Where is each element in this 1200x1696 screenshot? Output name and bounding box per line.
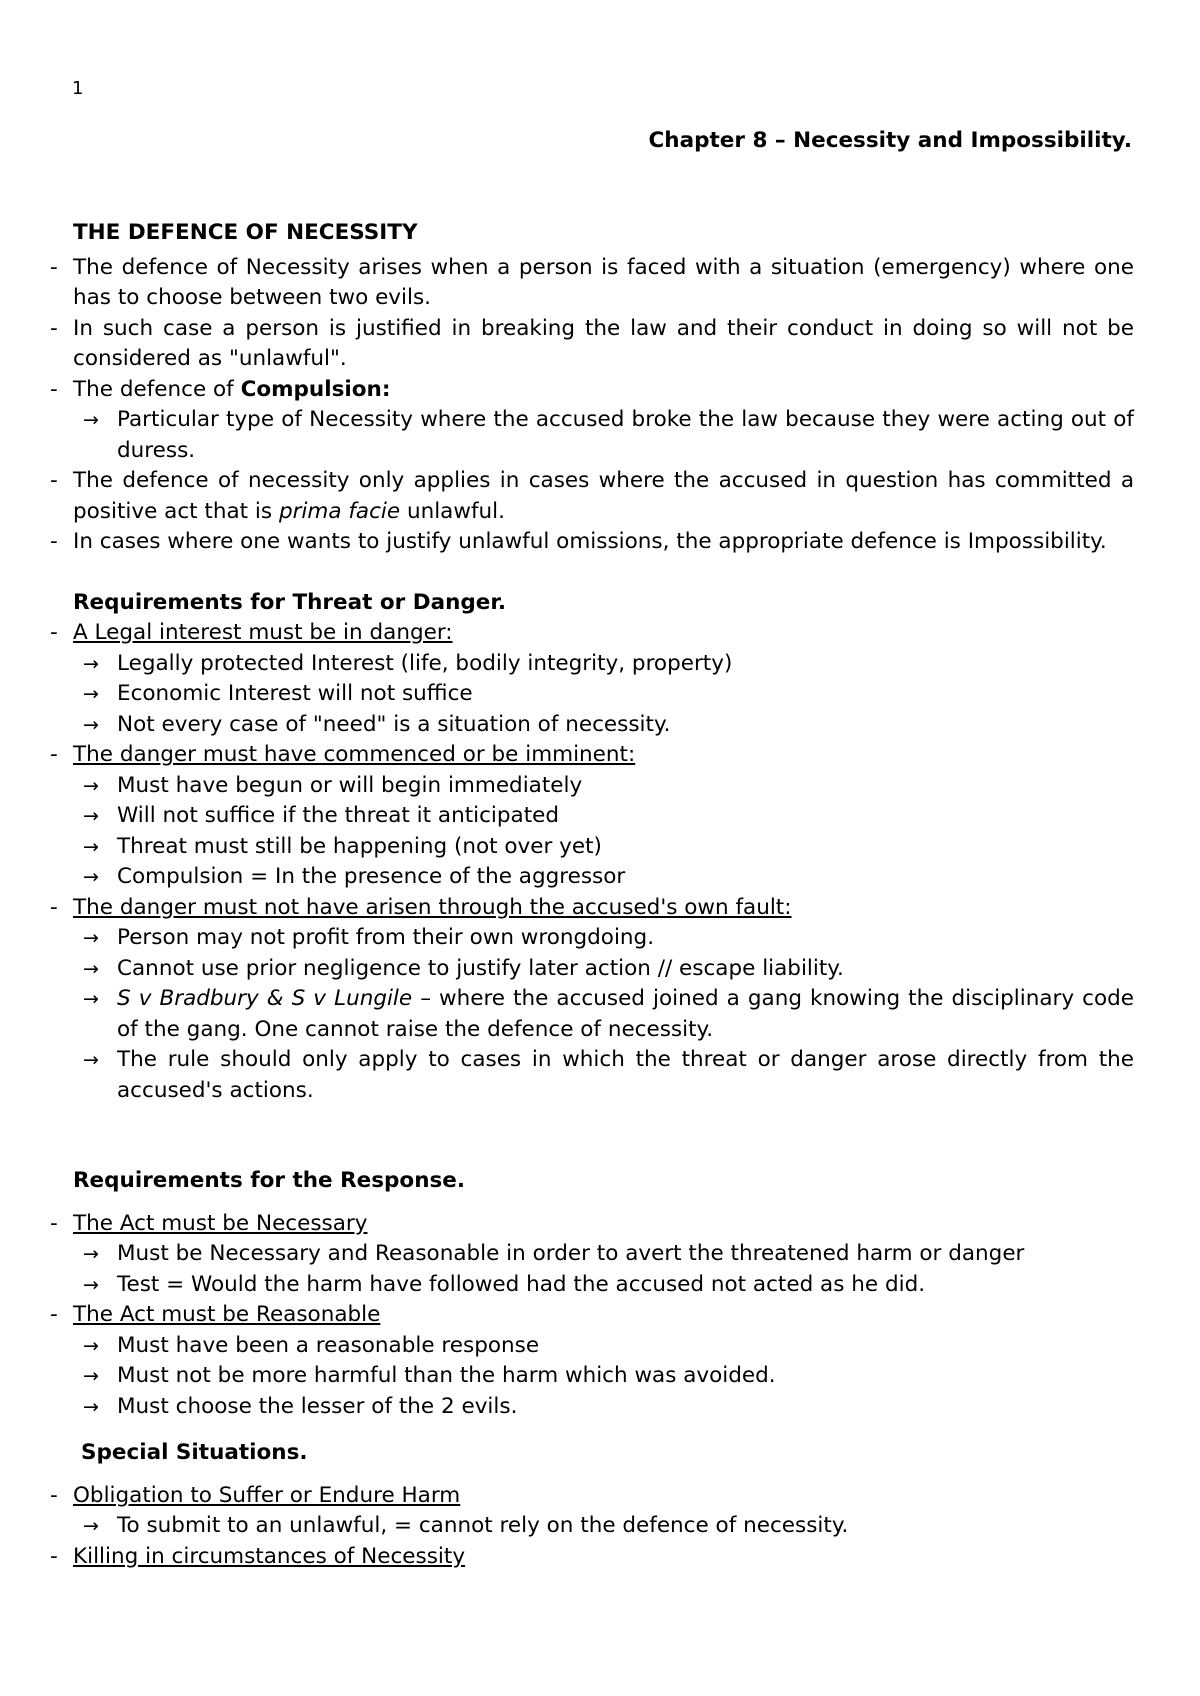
sub-bullet-item (0, 923, 1200, 954)
arrow-icon: → (83, 1273, 99, 1296)
arrow-icon: → (83, 683, 99, 705)
sub-bullet-item (0, 771, 1200, 802)
arrow-icon: → (83, 957, 99, 980)
arrow-icon: → (83, 805, 99, 827)
bullet-item (0, 375, 1200, 406)
sub-bullet-item (0, 710, 1200, 741)
sub-bullet-text: Particular type of Necessity where the accused broke the law because they were acting out of duress. (117, 407, 1134, 463)
heading-response-requirements: Requirements for the Response. (73, 1168, 466, 1193)
bullet-item (0, 466, 1200, 527)
page-number: 1 (72, 78, 84, 99)
heading-special-situations: Special Situations. (81, 1440, 308, 1465)
dash-marker: - (50, 620, 58, 645)
dash-marker: - (50, 468, 58, 493)
sub-bullet-text: Test = Would the harm have followed had the accused not acted as he did. (117, 1271, 926, 1297)
arrow-icon: → (83, 1243, 99, 1265)
dash-marker: - (50, 1543, 58, 1569)
bullet-item (0, 527, 1200, 558)
bullet-item (0, 1481, 1200, 1512)
case-citation: S v Bradbury & S v Lungile (117, 986, 413, 1011)
bullet-item (0, 253, 1200, 314)
sub-bullet-text: Must be Necessary and Reasonable in order to avert the threatened harm or danger (117, 1241, 1025, 1266)
prima-facie-term: prima facie (278, 498, 401, 524)
dash-marker: - (50, 1302, 58, 1327)
sub-bullet-item (0, 862, 1200, 893)
chapter-title: Chapter 8 – Necessity and Impossibility. (648, 128, 1132, 153)
bullet-text: unlawful. (400, 498, 505, 524)
bullet-text: The defence of Necessity arises when a person is faced with a situation (emergency) where one has to choose between two evils. (73, 254, 1134, 310)
dash-marker: - (50, 1482, 58, 1508)
arrow-icon: → (83, 774, 99, 797)
heading-threat-or-danger: Requirements for Threat or Danger. (73, 589, 507, 615)
sub-bullet-item (0, 1392, 1200, 1423)
dash-marker: - (50, 376, 58, 402)
bullet-text: In such case a person is justified in breaking the law and their conduct in doing so will not be considered as "unlawful". (73, 315, 1134, 371)
sub-bullet-item (0, 832, 1200, 863)
arrow-icon: → (83, 409, 99, 431)
arrow-icon: → (83, 713, 99, 736)
dash-marker: - (50, 894, 58, 920)
arrow-icon: → (83, 1365, 99, 1387)
sub-bullet-item (0, 1045, 1200, 1106)
sub-bullet-text: Compulsion = In the presence of the aggressor (117, 864, 626, 889)
sub-bullet-text: Person may not profit from their own wrongdoing. (117, 925, 655, 950)
sub-bullet-item (0, 1361, 1200, 1392)
sub-bullet-text: Must not be more harmful than the harm which was avoided. (117, 1363, 776, 1388)
arrow-icon: → (83, 652, 99, 675)
sub-bullet-item (0, 984, 1200, 1045)
sub-bullet-item (0, 405, 1200, 466)
sub-bullet-text: To submit to an unlawful, = cannot rely on the defence of necessity. (117, 1513, 849, 1538)
bullet-title: The danger must not have arisen through the accused's own fault: (73, 894, 792, 920)
dash-marker: - (50, 1210, 58, 1236)
bullet-item (0, 1300, 1200, 1331)
arrow-icon: → (83, 1515, 99, 1537)
sub-bullet-item (0, 679, 1200, 710)
dash-marker: - (50, 529, 58, 554)
bullet-item (0, 1209, 1200, 1240)
bullet-text: The defence of necessity only applies in cases where the accused in question has committed a positive act that is (73, 468, 1134, 524)
sub-bullet-text: Must choose the lesser of the 2 evils. (117, 1393, 518, 1419)
sub-bullet-text: Threat must still be happening (not over yet) (117, 833, 602, 859)
dash-marker: - (50, 742, 58, 767)
arrow-icon: → (83, 866, 99, 888)
bullet-item (0, 1542, 1200, 1573)
arrow-icon: → (83, 835, 99, 858)
bullet-title: The Act must be Reasonable (73, 1302, 381, 1327)
compulsion-term: Compulsion: (240, 376, 391, 402)
sub-bullet-text: Economic Interest will not suffice (117, 681, 473, 706)
bullet-item (0, 893, 1200, 924)
sub-bullet-item (0, 1239, 1200, 1270)
sub-bullet-text: Will not suffice if the threat it anticipated (117, 803, 560, 828)
sub-bullet-text: Cannot use prior negligence to justify later action // escape liability. (117, 955, 844, 981)
bullet-text: In cases where one wants to justify unlawful omissions, the appropriate defence is Impossibility. (73, 529, 1107, 554)
sub-bullet-text: Not every case of "need" is a situation of necessity. (117, 711, 671, 737)
bullet-text: The defence of (73, 376, 241, 402)
sub-bullet-item (0, 1511, 1200, 1542)
sub-bullet-item (0, 1270, 1200, 1301)
arrow-icon: → (83, 1049, 99, 1071)
document-body (0, 218, 1200, 1572)
bullet-title: Killing in circumstances of Necessity (73, 1543, 466, 1569)
sub-bullet-text: – where the accused joined a gang knowing the disciplinary code of the gang. One cannot raise the defence of necessity. (117, 986, 1134, 1042)
arrow-icon: → (83, 1334, 99, 1357)
sub-bullet-item (0, 1331, 1200, 1362)
arrow-icon: → (83, 1395, 99, 1418)
sub-bullet-text: The rule should only apply to cases in which the threat or danger arose directly from the accused's actions. (117, 1047, 1134, 1103)
bullet-title: A Legal interest must be in danger: (73, 620, 453, 645)
sub-bullet-item (0, 649, 1200, 680)
bullet-item (0, 740, 1200, 771)
dash-marker: - (50, 254, 58, 280)
bullet-item (0, 618, 1200, 649)
bullet-title: The Act must be Necessary (73, 1210, 368, 1236)
bullet-title: The danger must have commenced or be imminent: (73, 742, 636, 767)
sub-bullet-text: Legally protected Interest (life, bodily integrity, property) (117, 650, 733, 676)
sub-bullet-item (0, 801, 1200, 832)
sub-bullet-item (0, 954, 1200, 985)
sub-bullet-text: Must have begun or will begin immediately (117, 772, 583, 798)
bullet-item (0, 314, 1200, 375)
arrow-icon: → (83, 988, 99, 1010)
bullet-title: Obligation to Suffer or Endure Harm (73, 1482, 461, 1508)
dash-marker: - (50, 315, 58, 341)
arrow-icon: → (83, 927, 99, 949)
heading-defence-of-necessity: THE DEFENCE OF NECESSITY (73, 220, 418, 245)
sub-bullet-text: Must have been a reasonable response (117, 1332, 540, 1358)
